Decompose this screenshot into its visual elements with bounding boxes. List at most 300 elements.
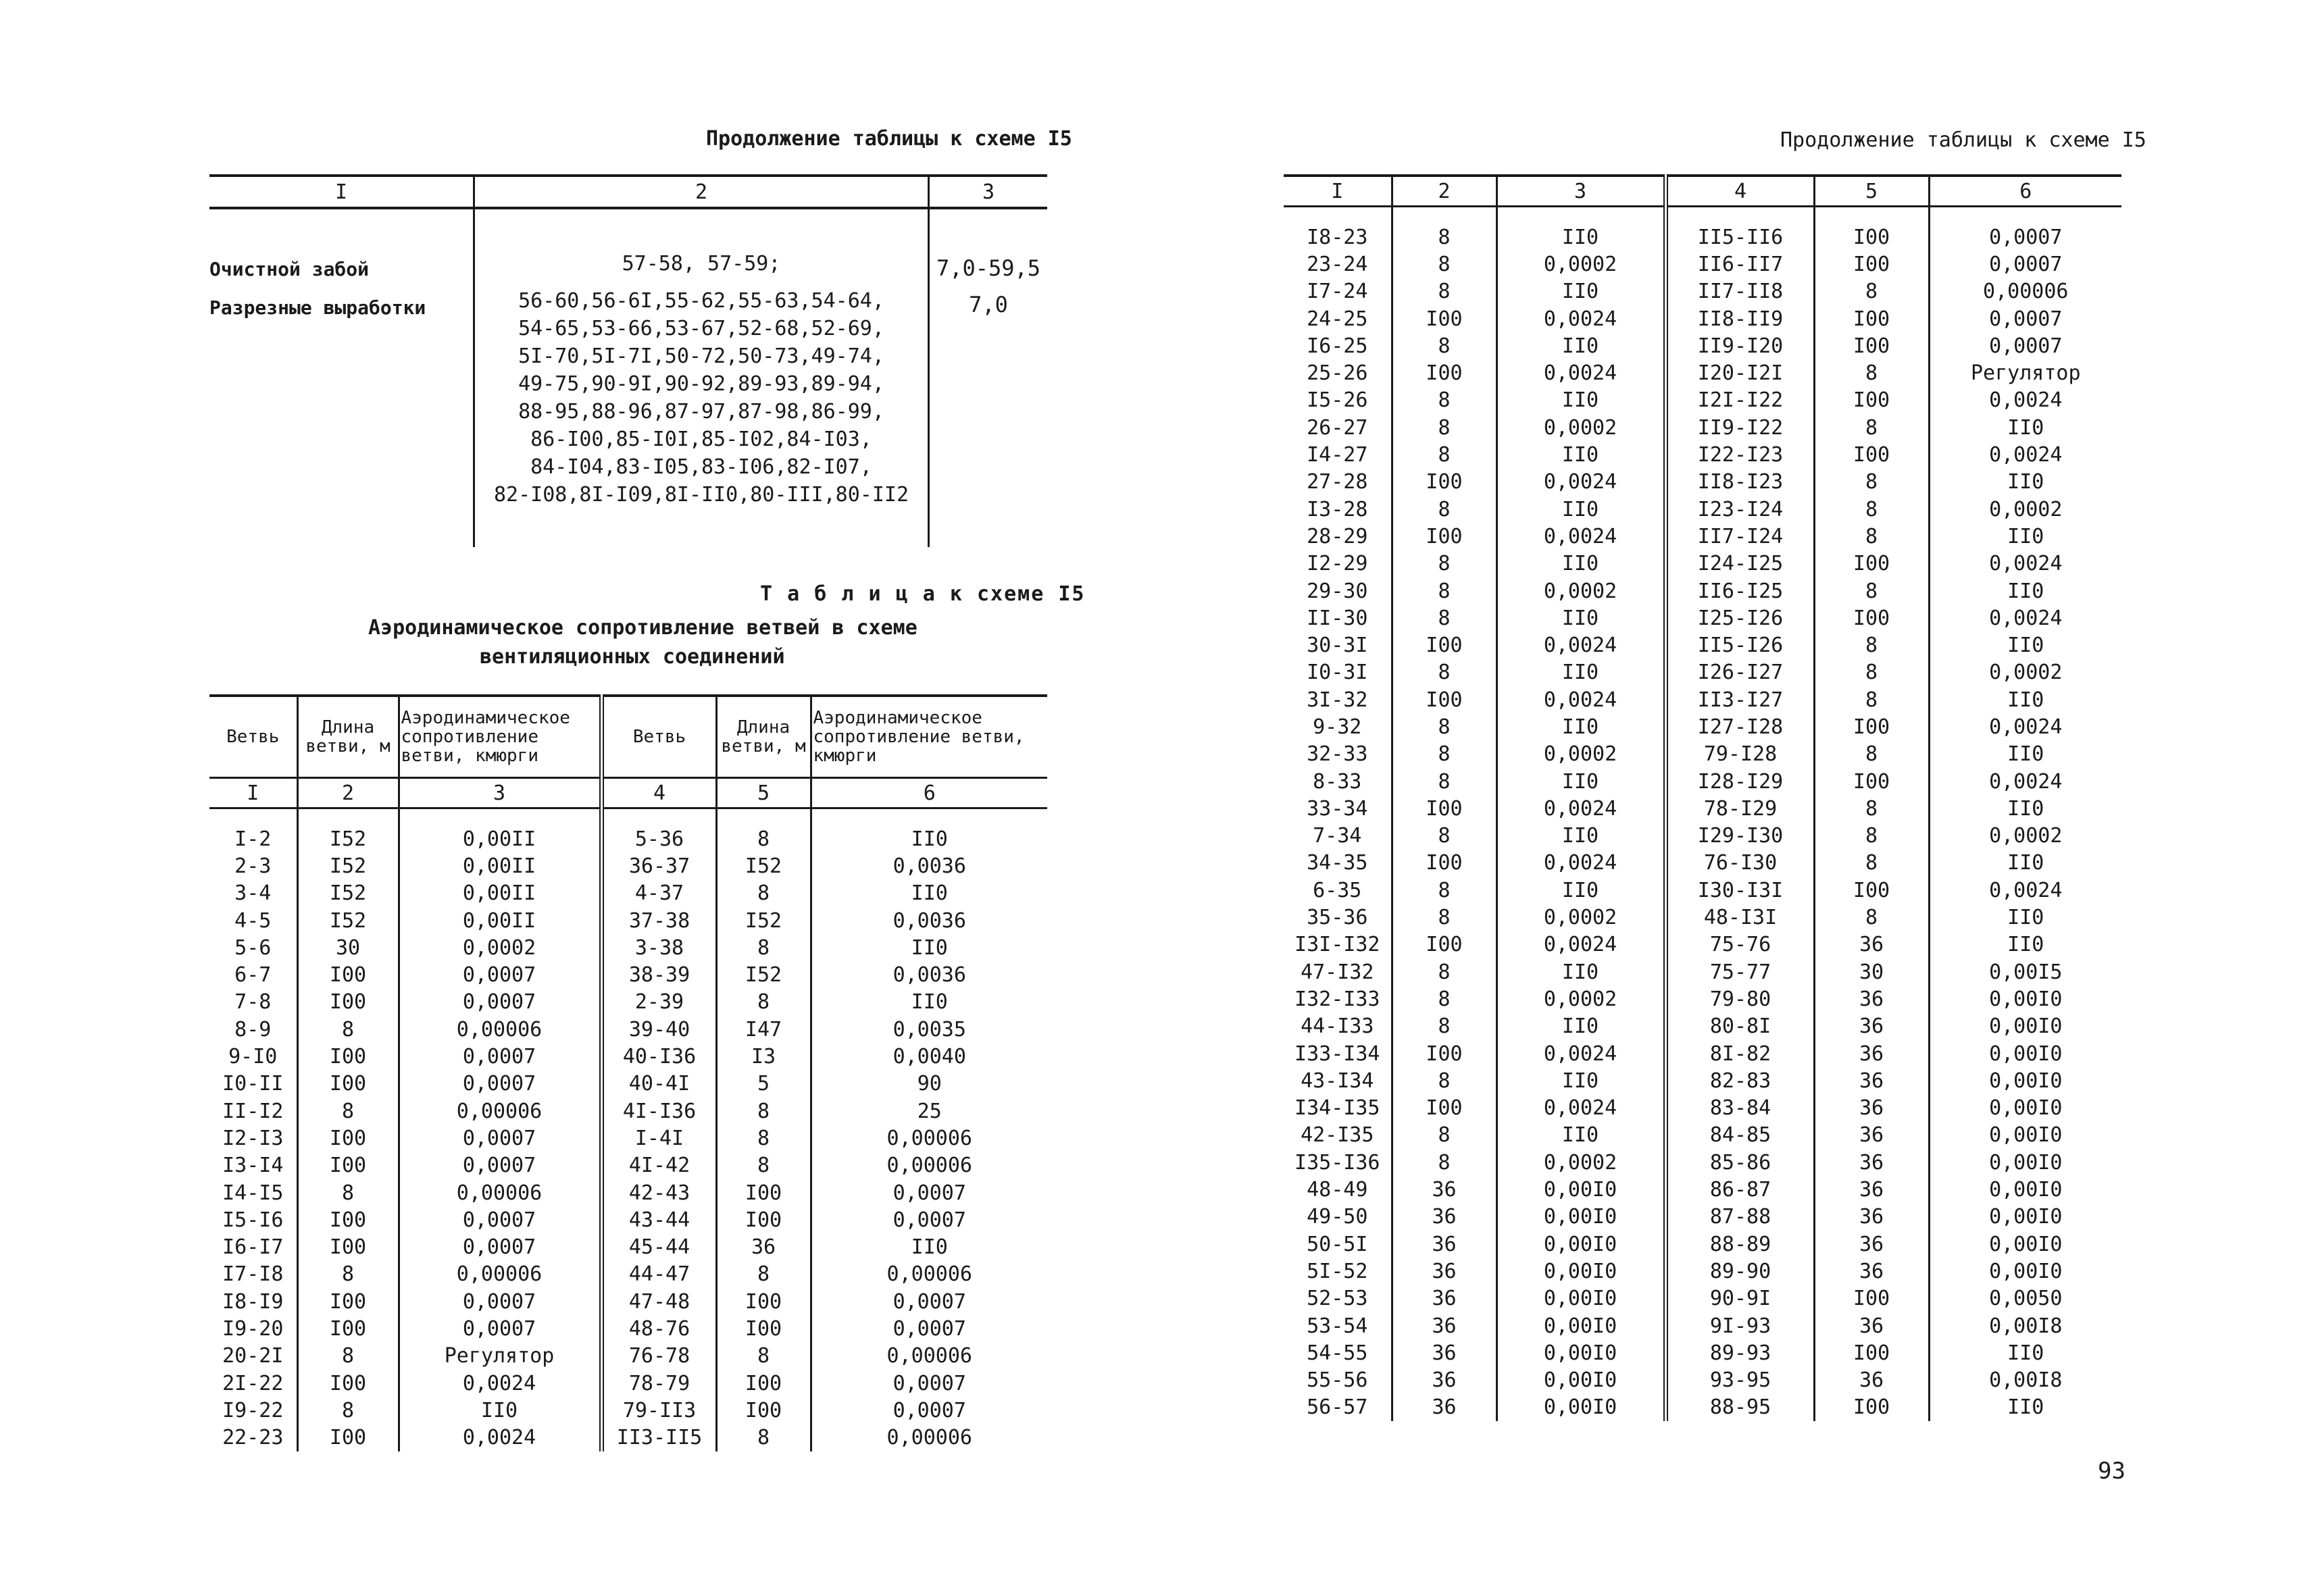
table-cell: 0,00I0 xyxy=(1496,1258,1665,1285)
table-cell: II0 xyxy=(1496,659,1665,686)
table-cell: 0,0007 xyxy=(1989,252,2063,276)
col-number: I xyxy=(1284,176,1392,207)
table-row xyxy=(1284,496,2121,523)
table-row xyxy=(1284,523,2121,550)
table-cell: II0 xyxy=(399,1397,601,1424)
table-cell: 0,0024 xyxy=(1496,795,1665,822)
table-cell: 3I-32 xyxy=(1284,686,1392,713)
table-row xyxy=(1284,469,2121,496)
table-cell: 0,00I8 xyxy=(1989,1314,2063,1338)
table-cell: I00 xyxy=(1814,768,1929,795)
table-cell: 0,0024 xyxy=(1496,1040,1665,1067)
table-cell: 8 xyxy=(1392,604,1496,632)
table-cell: 0,00I0 xyxy=(1496,1204,1665,1231)
table-cell: 0,00I0 xyxy=(1496,1231,1665,1258)
table-cell: 0,0002 xyxy=(1989,497,2063,521)
table-cell: 0,00II xyxy=(399,880,601,907)
table-cell: I00 xyxy=(297,1315,399,1342)
table-row xyxy=(1284,1394,2121,1421)
table-cell: II0 xyxy=(1496,958,1665,985)
table-cell: I00 xyxy=(716,1315,811,1342)
table-row xyxy=(1284,604,2121,632)
table-cell: 8 xyxy=(1814,659,1929,686)
table-cell: 36 xyxy=(1392,1258,1496,1285)
table-cell: I32-I33 xyxy=(1284,985,1392,1012)
table-cell: 0,00006 xyxy=(1983,280,2069,304)
table-cell: 75-77 xyxy=(1665,958,1814,985)
table-row xyxy=(1284,741,2121,768)
table-cell: 0,00I0 xyxy=(1989,1205,2063,1229)
table-cell: I00 xyxy=(297,1206,399,1233)
table-cell: 9I-93 xyxy=(1665,1312,1814,1339)
table-cell: 7-34 xyxy=(1284,823,1392,850)
table-row xyxy=(209,1071,1047,1098)
table-row xyxy=(1284,1176,2121,1203)
table-row xyxy=(1284,1285,2121,1312)
table-cell: 8 xyxy=(1814,686,1929,713)
table-cell: 0,0024 xyxy=(1496,686,1665,713)
col-header: Аэродинамическое сопротивление ветви, кмюрги xyxy=(399,696,601,778)
top-table-branch-line: 86-I00,85-I0I,85-I02,84-I03, xyxy=(530,428,872,451)
table-cell: 0,0002 xyxy=(1496,1149,1665,1176)
table-cell: 8 xyxy=(1392,251,1496,278)
table-cell: 0,00I0 xyxy=(1496,1394,1665,1421)
table-cell: 36 xyxy=(1814,1013,1929,1040)
table-cell: II0 xyxy=(2007,1341,2044,1365)
top-table-body xyxy=(209,209,1047,547)
table-cell: I4-27 xyxy=(1284,441,1392,468)
table-cell: I00 xyxy=(1392,850,1496,877)
top-table-row-label: Очистной забой xyxy=(209,258,370,280)
table-cell: 0,0007 xyxy=(399,1071,601,1098)
col-number: 4 xyxy=(1665,176,1814,207)
table-cell: I2-I3 xyxy=(209,1125,297,1152)
table-cell: I00 xyxy=(1814,713,1929,740)
table-cell: 36 xyxy=(1814,1040,1929,1067)
table-cell: 8 xyxy=(716,989,811,1016)
table-cell: 54-55 xyxy=(1284,1339,1392,1366)
table-cell: 0,00I0 xyxy=(1989,1150,2063,1175)
table-cell: I3-28 xyxy=(1284,496,1392,523)
table-cell: I7-I8 xyxy=(209,1261,297,1288)
table-cell: I00 xyxy=(297,1125,399,1152)
table-cell: 0,0024 xyxy=(1989,715,2063,739)
col-number: I xyxy=(209,778,297,808)
table-cell: 0,0024 xyxy=(1989,878,2063,902)
table-cell: 36 xyxy=(1392,1204,1496,1231)
table-cell: 0,0024 xyxy=(1496,305,1665,332)
table-cell: 2I-22 xyxy=(209,1370,297,1397)
table-cell: I00 xyxy=(1814,332,1929,359)
table-cell: 5 xyxy=(716,1071,811,1098)
table-cell: 6-7 xyxy=(209,961,297,988)
table-cell: 0,00006 xyxy=(399,1179,601,1206)
table-cell: 8 xyxy=(1392,577,1496,604)
table-row xyxy=(1284,659,2121,686)
table-cell: 0,0007 xyxy=(399,961,601,988)
table-row xyxy=(1284,877,2121,904)
table-row xyxy=(209,989,1047,1016)
table-cell: I00 xyxy=(1392,1040,1496,1067)
table-cell: 23-24 xyxy=(1284,251,1392,278)
table-cell: 88-95 xyxy=(1665,1394,1814,1421)
spacer-row xyxy=(209,808,1047,826)
table-cell: I00 xyxy=(1392,632,1496,659)
table-cell: 79-80 xyxy=(1665,985,1814,1012)
table-cell: 36 xyxy=(1814,1095,1929,1122)
col-header: Ветвь xyxy=(601,696,716,778)
table-cell: I9-22 xyxy=(209,1397,297,1424)
table-cell: I00 xyxy=(297,989,399,1016)
table-cell: 8 xyxy=(1392,1013,1496,1040)
table-cell: 36 xyxy=(716,1233,811,1260)
table-cell: 0,0035 xyxy=(892,1017,966,1041)
table-cell: 0,0024 xyxy=(1989,769,2063,794)
table-cell: I00 xyxy=(1392,359,1496,386)
table-cell: 8 xyxy=(1392,958,1496,985)
table-cell: II0 xyxy=(2007,933,2044,957)
table-cell: II0 xyxy=(1496,768,1665,795)
table-cell: 0,0024 xyxy=(1989,552,2063,576)
table-cell: I00 xyxy=(716,1370,811,1397)
table-row xyxy=(209,825,1047,852)
table-cell: 0,0002 xyxy=(1496,577,1665,604)
table-cell: I34-I35 xyxy=(1284,1095,1392,1122)
table-row xyxy=(209,1233,1047,1260)
table-cell: I00 xyxy=(297,1152,399,1179)
table-cell: 48-49 xyxy=(1284,1176,1392,1203)
table-cell: I29-I30 xyxy=(1665,823,1814,850)
top-table-branches xyxy=(473,209,930,547)
table-cell: 8 xyxy=(1392,496,1496,523)
table-cell: 0,0002 xyxy=(1496,904,1665,931)
table-cell: 43-44 xyxy=(601,1206,716,1233)
table-cell: 0,0007 xyxy=(399,989,601,1016)
table-cell: 8 xyxy=(1392,877,1496,904)
table-cell: Регулятор xyxy=(399,1343,601,1370)
right-table-body xyxy=(1284,176,2121,1421)
col-number: 6 xyxy=(811,778,1047,808)
table-cell: II0 xyxy=(1496,1067,1665,1094)
col-number: 5 xyxy=(716,778,811,808)
table-row xyxy=(1284,958,2121,985)
table-row xyxy=(1284,1204,2121,1231)
table-row xyxy=(1284,1013,2121,1040)
table-cell: I26-I27 xyxy=(1665,659,1814,686)
col-header: Длина ветви, м xyxy=(297,696,399,778)
table-cell: 78-I29 xyxy=(1665,795,1814,822)
top-table-branch-line: 57-58, 57-59; xyxy=(622,252,781,276)
table-row xyxy=(209,1261,1047,1288)
table-cell: 0,0024 xyxy=(1496,931,1665,958)
table-cell: 3-38 xyxy=(601,934,716,961)
table-cell: I52 xyxy=(297,907,399,934)
top-table-header-col3: 3 xyxy=(982,180,995,204)
table-cell: 44-I33 xyxy=(1284,1013,1392,1040)
table-cell: 56-57 xyxy=(1284,1394,1392,1421)
table-cell: I00 xyxy=(297,1370,399,1397)
table-cell: 8 xyxy=(1392,659,1496,686)
table-cell: 8 xyxy=(716,1343,811,1370)
table-cell: I00 xyxy=(1814,1339,1929,1366)
left-table-header-row xyxy=(209,696,1047,778)
table-cell: 82-83 xyxy=(1665,1067,1814,1094)
table-cell: II7-II8 xyxy=(1665,278,1814,305)
table-cell: 8 xyxy=(1814,359,1929,386)
table-cell: 4I-I36 xyxy=(601,1098,716,1125)
table-cell: II0 xyxy=(911,990,948,1014)
table-cell: II0 xyxy=(911,881,948,906)
table-cell: 8 xyxy=(716,1098,811,1125)
table-cell: I00 xyxy=(297,1288,399,1315)
table-row xyxy=(1284,686,2121,713)
table-row xyxy=(209,1315,1047,1342)
table-cell: 8 xyxy=(1392,741,1496,768)
table-cell: 44-47 xyxy=(601,1261,716,1288)
top-table-header-col1: I xyxy=(334,180,348,204)
table-cell: 8 xyxy=(1814,795,1929,822)
table-cell: I6-25 xyxy=(1284,332,1392,359)
table-cell: 8 xyxy=(297,1261,399,1288)
page-number: 93 xyxy=(2098,1458,2126,1485)
table-cell: II0 xyxy=(1496,387,1665,414)
col-number: 6 xyxy=(1929,176,2121,207)
table-cell: 28-29 xyxy=(1284,523,1392,550)
table-cell: 0,0024 xyxy=(1989,388,2063,413)
table-cell: 0,00II xyxy=(399,907,601,934)
table-cell: 0,0007 xyxy=(892,1371,966,1395)
table-cell: 79-II3 xyxy=(601,1397,716,1424)
table-cell: II7-I24 xyxy=(1665,523,1814,550)
table-cell: II0 xyxy=(2007,1395,2044,1420)
table-cell: 8 xyxy=(1814,904,1929,931)
top-table-values xyxy=(930,209,1047,547)
col-header: Длина ветви, м xyxy=(716,696,811,778)
table-cell: 75-76 xyxy=(1665,931,1814,958)
table-cell: 0,0040 xyxy=(892,1045,966,1069)
table-row xyxy=(209,961,1047,988)
table-cell: II9-I22 xyxy=(1665,414,1814,441)
table-row xyxy=(209,1098,1047,1125)
col-number: 3 xyxy=(1496,176,1665,207)
table-row xyxy=(1284,1231,2121,1258)
table-cell: 0,00006 xyxy=(399,1098,601,1125)
table-cell: 26-27 xyxy=(1284,414,1392,441)
table-cell: 0,0002 xyxy=(399,934,601,961)
table-cell: I5-I6 xyxy=(209,1206,297,1233)
table-cell: I00 xyxy=(1392,1095,1496,1122)
table-cell: II0 xyxy=(1496,823,1665,850)
table-row xyxy=(1284,224,2121,251)
table-cell: II0 xyxy=(2007,796,2044,821)
table-cell: I00 xyxy=(297,1043,399,1070)
table-cell: I52 xyxy=(716,907,811,934)
table-row xyxy=(1284,414,2121,441)
table-cell: 8I-82 xyxy=(1665,1040,1814,1067)
table-row xyxy=(1284,850,2121,877)
table-cell: 22-23 xyxy=(209,1424,297,1451)
table-caption-line1: Аэродинамическое сопротивление ветвей в схеме xyxy=(368,616,917,640)
table-cell: 0,0036 xyxy=(892,908,966,933)
table-cell: I00 xyxy=(1392,523,1496,550)
table-cell: I8-23 xyxy=(1284,224,1392,251)
table-cell: 78-79 xyxy=(601,1370,716,1397)
table-cell: 8 xyxy=(297,1016,399,1043)
table-row xyxy=(1284,768,2121,795)
table-row xyxy=(1284,713,2121,740)
table-cell: 88-89 xyxy=(1665,1231,1814,1258)
table-cell: II0 xyxy=(1496,224,1665,251)
table-cell: 48-I3I xyxy=(1665,904,1814,931)
table-cell: 36 xyxy=(1814,1204,1929,1231)
table-row xyxy=(1284,1366,2121,1393)
table-cell: 8 xyxy=(1392,414,1496,441)
table-cell: 0,00I0 xyxy=(1989,1232,2063,1256)
table-cell: 0,0024 xyxy=(1496,1095,1665,1122)
table-cell: 36 xyxy=(1392,1176,1496,1203)
table-cell: 8-33 xyxy=(1284,768,1392,795)
table-caption-line2: вентиляционных соединений xyxy=(480,645,785,669)
table-cell: 36 xyxy=(1392,1312,1496,1339)
table-cell: I00 xyxy=(716,1288,811,1315)
table-cell: I0-3I xyxy=(1284,659,1392,686)
table-row xyxy=(1284,1312,2121,1339)
top-table-labels xyxy=(209,209,473,547)
table-cell: I2-29 xyxy=(1284,550,1392,577)
table-cell: I30-I3I xyxy=(1665,877,1814,904)
table-cell: 0,0007 xyxy=(892,1398,966,1422)
table-cell: 8 xyxy=(1814,469,1929,496)
table-cell: 0,0024 xyxy=(1496,850,1665,877)
table-cell: II0 xyxy=(1496,1122,1665,1149)
table-cell: 5-36 xyxy=(601,825,716,852)
table-cell: 0,0007 xyxy=(399,1125,601,1152)
col-number: 2 xyxy=(1392,176,1496,207)
col-number: 3 xyxy=(399,778,601,808)
table-cell: 0,0024 xyxy=(399,1370,601,1397)
table-row xyxy=(1284,1339,2121,1366)
table-cell: 8 xyxy=(1392,387,1496,414)
table-cell: II9-I20 xyxy=(1665,332,1814,359)
col-number: 5 xyxy=(1814,176,1929,207)
table-row xyxy=(1284,795,2121,822)
table-cell: 8 xyxy=(1814,278,1929,305)
table-cell: 5I-52 xyxy=(1284,1258,1392,1285)
table-cell: II3-II5 xyxy=(601,1424,716,1451)
table-cell: 36 xyxy=(1392,1366,1496,1393)
table-cell: 0,0007 xyxy=(1989,307,2063,331)
table-cell: 0,0007 xyxy=(399,1206,601,1233)
table-cell: II0 xyxy=(2007,524,2044,548)
table-cell: 8 xyxy=(297,1098,399,1125)
table-cell: 43-I34 xyxy=(1284,1067,1392,1094)
table-cell: 36 xyxy=(1814,1366,1929,1393)
table-cell: I00 xyxy=(1814,550,1929,577)
col-number-row xyxy=(209,778,1047,808)
table-row xyxy=(209,1016,1047,1043)
table-cell: 4I-42 xyxy=(601,1152,716,1179)
table-cell: II0 xyxy=(1496,278,1665,305)
table-row xyxy=(1284,387,2121,414)
table-cell: Регулятор xyxy=(1970,361,2081,386)
table-row xyxy=(1284,550,2121,577)
table-cell: 36 xyxy=(1814,1231,1929,1258)
table-cell: 0,00006 xyxy=(886,1262,972,1287)
table-cell: II-30 xyxy=(1284,604,1392,632)
top-table-branch-line: 54-65,53-66,53-67,52-68,52-69, xyxy=(518,317,884,340)
table-cell: I00 xyxy=(297,1071,399,1098)
table-cell: 0,0002 xyxy=(1989,824,2063,848)
top-table-branch-line: 88-95,88-96,87-97,87-98,86-99, xyxy=(518,400,884,423)
top-table-row-value: 7,0 xyxy=(969,292,1008,317)
table-cell: 8 xyxy=(1814,496,1929,523)
table-cell: 0,00I0 xyxy=(1989,1096,2063,1121)
table-cell: 27-28 xyxy=(1284,469,1392,496)
table-cell: 0,00006 xyxy=(886,1426,972,1450)
table-cell: I00 xyxy=(1814,441,1929,468)
table-cell: 6-35 xyxy=(1284,877,1392,904)
table-cell: 36 xyxy=(1814,1312,1929,1339)
table-cell: 0,0024 xyxy=(1989,606,2063,630)
table-cell: 39-40 xyxy=(601,1016,716,1043)
top-table-branch-line: 82-I08,8I-I09,8I-II0,80-III,80-II2 xyxy=(493,483,909,507)
table-cell: 0,00I0 xyxy=(1989,1178,2063,1202)
table-cell: 8 xyxy=(716,1261,811,1288)
table-cell: 36 xyxy=(1814,1067,1929,1094)
table-cell: 8-9 xyxy=(209,1016,297,1043)
table-cell: I00 xyxy=(1392,795,1496,822)
table-cell: I33-I34 xyxy=(1284,1040,1392,1067)
table-cell: 83-84 xyxy=(1665,1095,1814,1122)
table-cell: 7-8 xyxy=(209,989,297,1016)
table-cell: II5-I26 xyxy=(1665,632,1814,659)
table-cell: II0 xyxy=(1496,1013,1665,1040)
table-cell: 0,0002 xyxy=(1496,985,1665,1012)
table-cell: 35-36 xyxy=(1284,904,1392,931)
table-cell: I52 xyxy=(297,825,399,852)
table-row xyxy=(209,1397,1047,1424)
table-row xyxy=(209,880,1047,907)
table-row xyxy=(1284,251,2121,278)
table-cell: 0,0024 xyxy=(399,1424,601,1451)
table-cell: 55-56 xyxy=(1284,1366,1392,1393)
table-cell: 8 xyxy=(716,1152,811,1179)
table-cell: 87-88 xyxy=(1665,1204,1814,1231)
table-cell: 0,0007 xyxy=(1989,225,2063,249)
table-cell: 0,00I8 xyxy=(1989,1368,2063,1393)
table-cell: I00 xyxy=(297,1233,399,1260)
table-cell: 8 xyxy=(1392,441,1496,468)
table-cell: 0,0007 xyxy=(399,1152,601,1179)
table-cell: 0,00I0 xyxy=(1496,1312,1665,1339)
table-cell: 8 xyxy=(297,1343,399,1370)
table-cell: 45-44 xyxy=(601,1233,716,1260)
table-cell: 8 xyxy=(1814,741,1929,768)
table-row xyxy=(1284,985,2121,1012)
table-cell: 0,0024 xyxy=(1496,469,1665,496)
table-row xyxy=(1284,1149,2121,1176)
table-cell: 8 xyxy=(1392,823,1496,850)
table-cell: I00 xyxy=(716,1206,811,1233)
top-table-header xyxy=(209,174,1047,209)
table-cell: 47-48 xyxy=(601,1288,716,1315)
table-cell: I00 xyxy=(297,1424,399,1451)
table-cell: I8-I9 xyxy=(209,1288,297,1315)
table-cell: 93-95 xyxy=(1665,1366,1814,1393)
table-cell: 36 xyxy=(1392,1339,1496,1366)
table-cell: I22-I23 xyxy=(1665,441,1814,468)
table-cell: I28-I29 xyxy=(1665,768,1814,795)
